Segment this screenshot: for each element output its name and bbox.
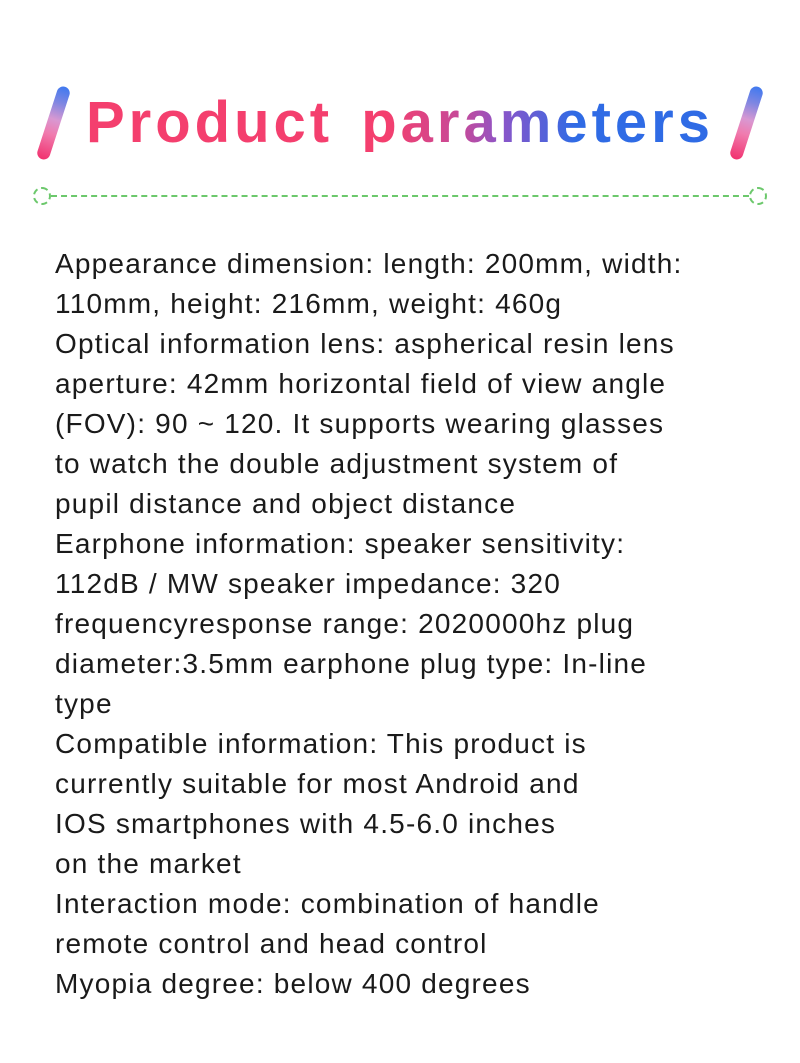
text-line: Compatible information: This product is	[55, 728, 587, 759]
text-line: to watch the double adjustment system of	[55, 448, 619, 479]
product-description	[0, 244, 800, 1004]
text-line: currently suitable for most Android and	[55, 768, 580, 799]
text-line: IOS smartphones with 4.5-6.0 inches	[55, 808, 557, 839]
text-line: type	[55, 688, 113, 719]
text-line: 110mm, height: 216mm, weight: 460g	[55, 288, 563, 319]
text-line: remote control and head control	[55, 928, 488, 959]
text-line: Appearance dimension: length: 200mm, width:	[55, 248, 683, 279]
divider-circle-left-icon	[33, 187, 51, 205]
text-line: on the market	[55, 848, 242, 879]
header	[0, 80, 800, 166]
text-line: aperture: 42mm horizontal field of view angle	[55, 368, 667, 399]
decorative-slash-left-icon	[36, 85, 72, 161]
text-line: diameter:3.5mm earphone plug type: In-line	[55, 648, 648, 679]
text-line: Interaction mode: combination of handle	[55, 888, 600, 919]
divider-circle-right-icon	[749, 187, 767, 205]
text-line: Optical information lens: aspherical resin lens	[55, 328, 675, 359]
page-title: Product parameters	[86, 90, 714, 155]
dashed-divider	[0, 186, 800, 206]
text-line: (FOV): 90 ~ 120. It supports wearing glasses	[55, 408, 665, 439]
text-line: pupil distance and object distance	[55, 488, 517, 519]
divider-dashed-line	[51, 195, 749, 197]
text-line: Myopia degree: below 400 degrees	[55, 968, 531, 999]
text-line: frequencyresponse range: 2020000hz plug	[55, 608, 635, 639]
text-line: 112dB / MW speaker impedance: 320	[55, 568, 562, 599]
text-line: Earphone information: speaker sensitivity:	[55, 528, 626, 559]
decorative-slash-right-icon	[729, 85, 765, 161]
